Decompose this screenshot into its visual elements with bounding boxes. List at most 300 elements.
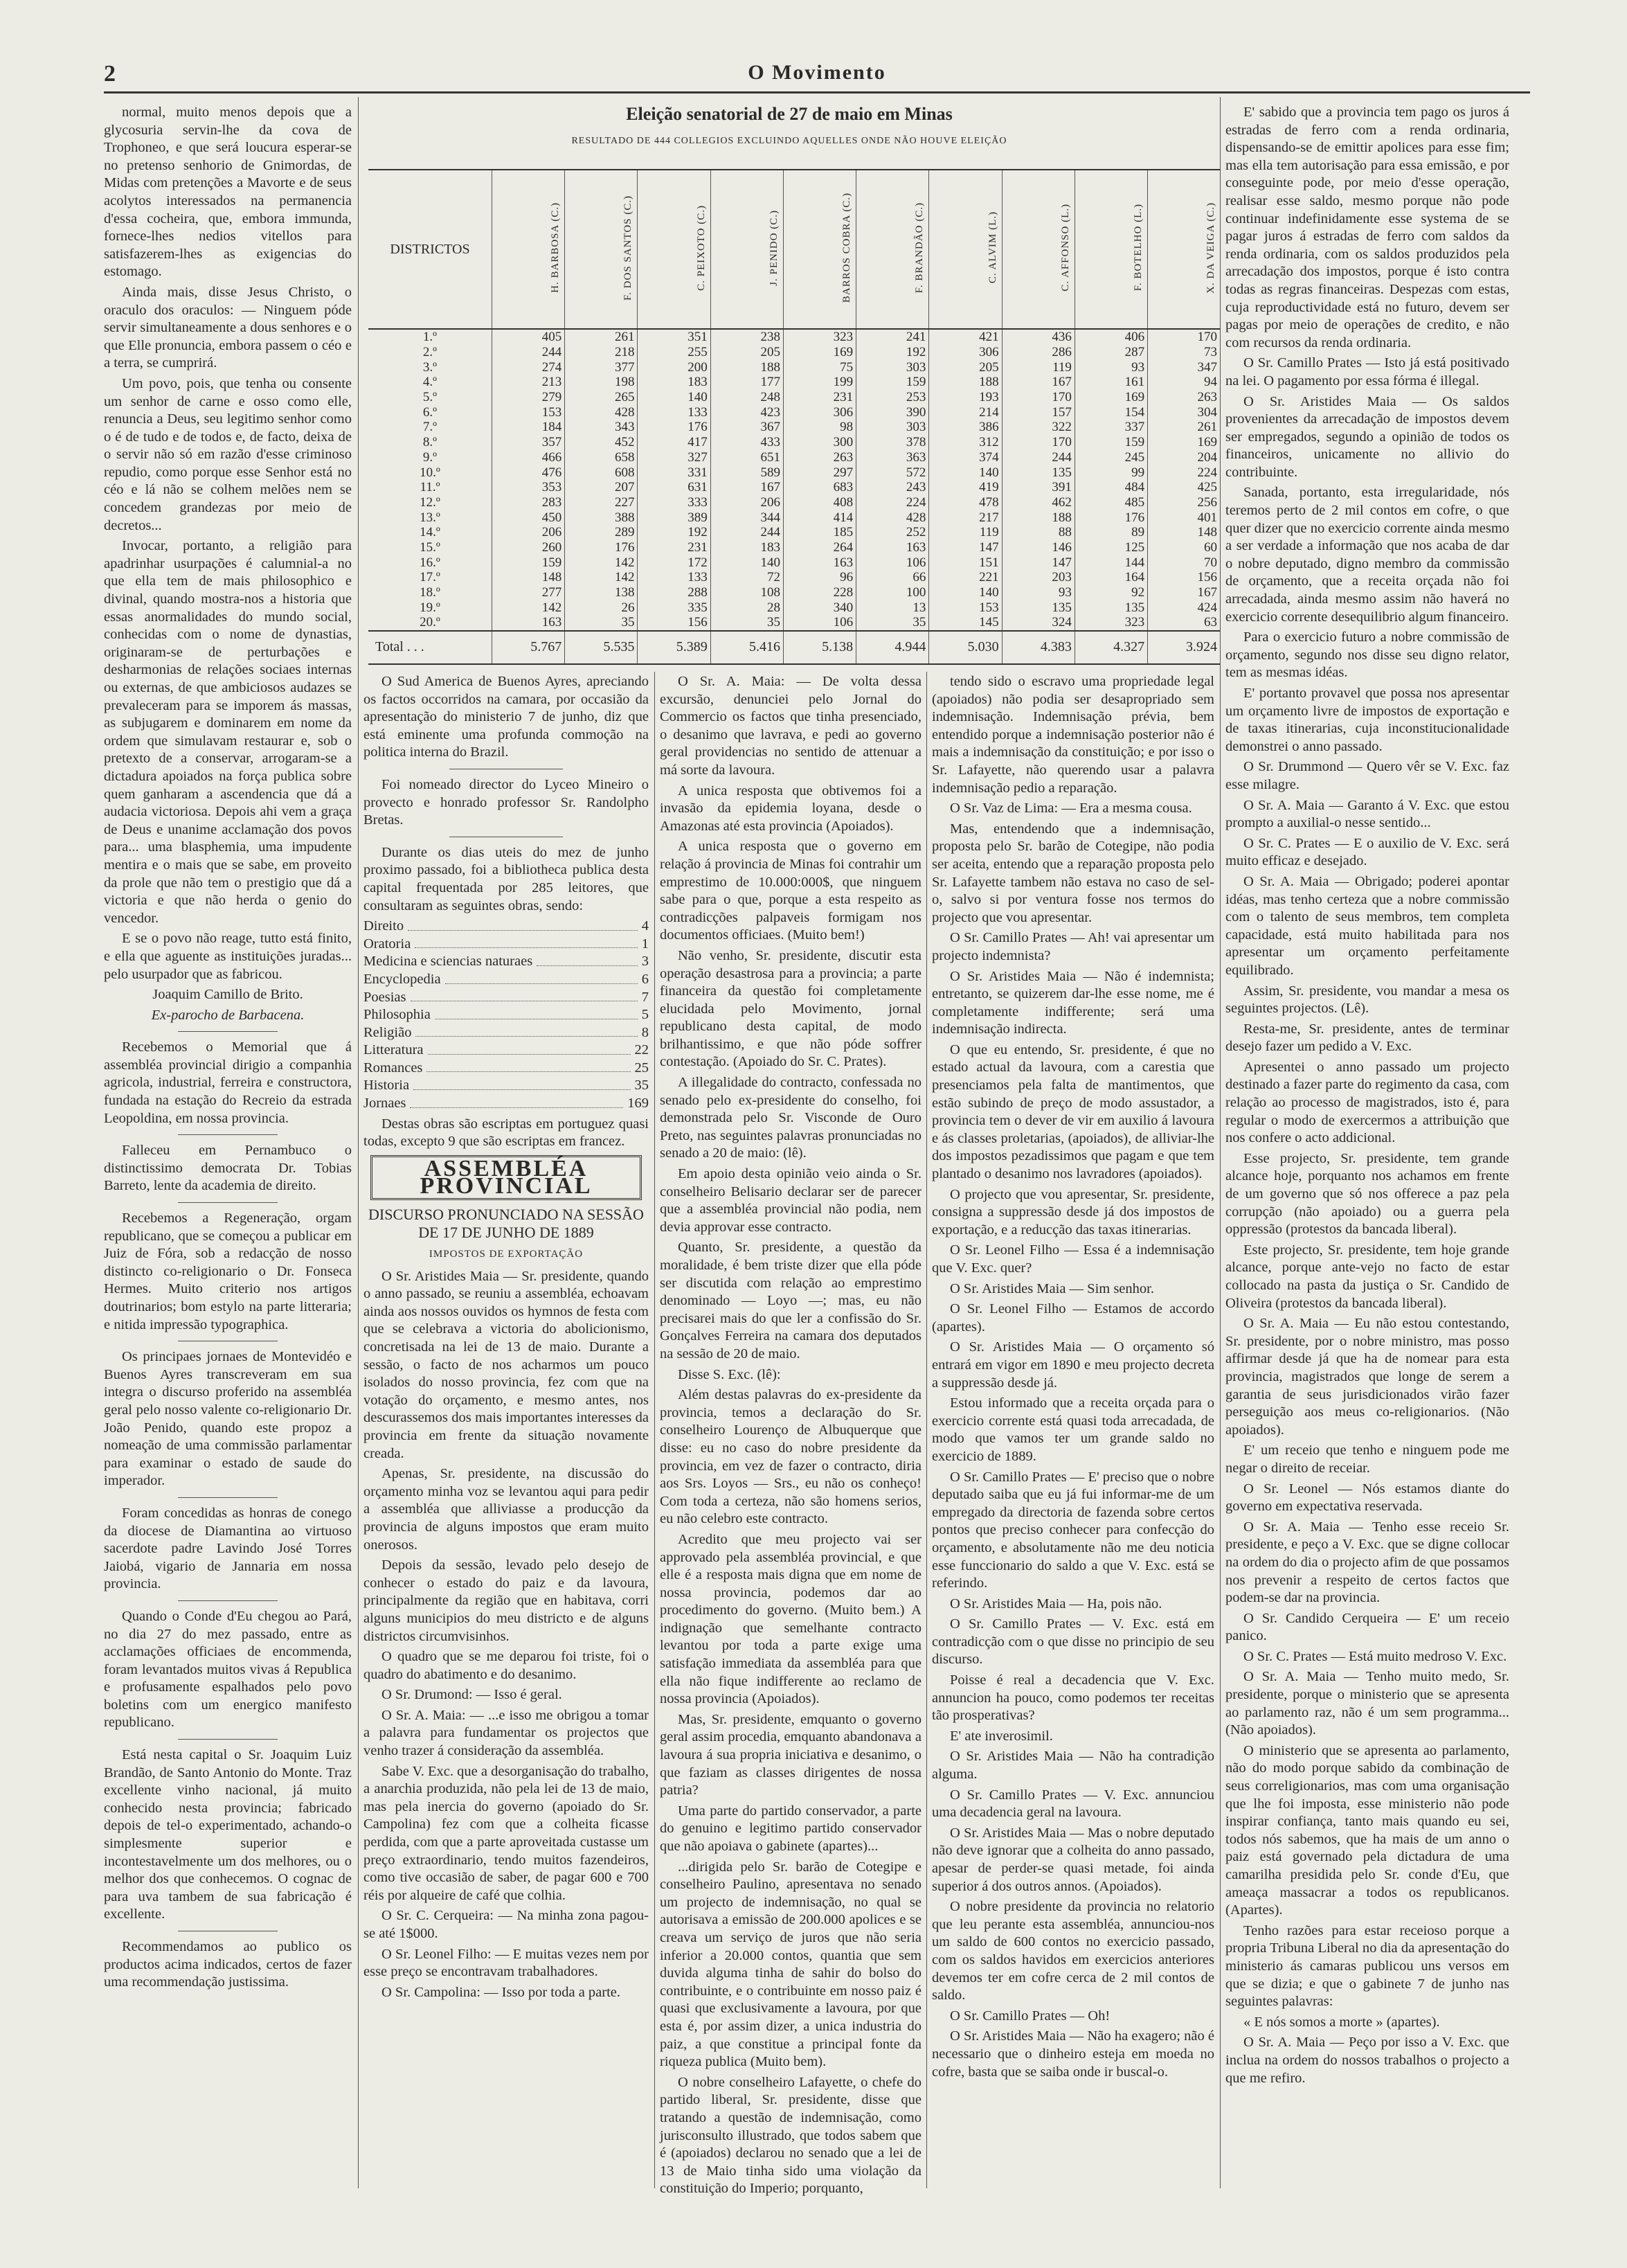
paragraph: Poisse é real a decadencia que V. Exc. annuncion ha pouco, como podemos ter receitas tão prosperativas? — [932, 1672, 1214, 1724]
vote-cell: 351 — [638, 329, 710, 345]
paragraph: O Sud America de Buenos Ayres, apreciando os factos occorridos na camara, por occasião da apresentação do ministerio 7 de junho, diz que está eminente uma profunda commoção na politica interna do Brazil. — [363, 674, 649, 760]
column-divider — [1220, 97, 1221, 2188]
vote-cell: 312 — [929, 435, 1002, 450]
vote-cell: 100 — [856, 585, 929, 600]
paragraph: E se o povo não reage, tutto está finito, e ella que aguente as instituições juradas... pelo usurpador que as fabricou. — [104, 931, 352, 982]
vote-cell: 244 — [710, 525, 783, 540]
vote-cell: 263 — [783, 450, 856, 465]
list-item — [363, 953, 649, 971]
vote-cell: 214 — [929, 404, 1002, 420]
election-table-subtitle: RESULTADO DE 444 COLLEGIOS EXCLUINDO AQUELLES ONDE NÃO HOUVE ELEIÇÃO — [571, 136, 1007, 146]
table-row — [368, 555, 1220, 570]
dot-leader — [415, 1024, 637, 1037]
vote-cell: 428 — [856, 510, 929, 525]
table-row — [368, 480, 1220, 495]
vote-cell: 244 — [1002, 450, 1075, 465]
district-cell: 14.º — [420, 525, 440, 540]
vote-cell: 391 — [1002, 480, 1075, 495]
paragraph: O Sr. Aristides Maia — Ha, pois não. — [950, 1596, 1162, 1611]
news-item: Os principaes jornaes de Montevidéo e Buenos Ayres transcreveram em sua integra o discurso proferido na assembléa geral pelo nosso valente co-religionario Dr. João Penido, quando este propoz a nomeação de uma commissão parlamentar para examinar o estado de saude do imperador. — [104, 1349, 352, 1489]
vote-cell: 221 — [929, 570, 1002, 585]
paragraph: O Sr. A. Maia — Garanto á V. Exc. que estou prompto a auxilial-o nesse sentido... — [1225, 797, 1509, 831]
vote-cell: 436 — [1002, 329, 1075, 345]
vote-cell: 261 — [565, 329, 638, 345]
vote-cell: 88 — [1002, 525, 1075, 540]
vote-cell: 169 — [1075, 390, 1147, 405]
news-item: Foram concedidas as honras de conego da diocese de Diamantina ao virtuoso sacerdote padre Lavindo José Torres Jaiobá, vigario de Jannaria em nossa provincia. — [104, 1505, 352, 1592]
district-cell: 12.º — [420, 494, 440, 510]
vote-cell: 322 — [1002, 420, 1075, 435]
vote-cell: 161 — [1075, 375, 1147, 390]
vote-cell: 306 — [783, 404, 856, 420]
vote-cell: 169 — [783, 345, 856, 360]
book-category: Encyclopedia — [363, 971, 441, 987]
vote-cell: 148 — [1148, 525, 1220, 540]
vote-cell: 192 — [856, 345, 929, 360]
vote-cell: 327 — [638, 450, 710, 465]
vote-cell: 287 — [1075, 345, 1147, 360]
column-3 — [660, 673, 922, 2197]
table-row — [368, 450, 1220, 465]
vote-cell: 390 — [856, 404, 929, 420]
paragraph: Estou informado que a receita orçada para o exercicio corrente está quasi toda arrecadada, de modo que vamos ter um grande saldo no exercicio de 1889. — [932, 1395, 1214, 1464]
speech-paragraph: O Sr. Drumond: — Isso é geral. — [381, 1687, 562, 1703]
candidate-name: C. PEIXOTO (C.) — [695, 204, 707, 291]
vote-cell: 297 — [783, 465, 856, 480]
paragraph: O nobre presidente da provincia no relatorio que leu perante esta assembléa, annunciou-nos um saldo de 600 contos no exercicio passado, com os saldos havidos em exercicios anteriores devemos ter em cofre cerca de 2 mil contos de saldo. — [932, 1899, 1214, 2003]
table-row — [368, 495, 1220, 510]
column-2 — [363, 673, 649, 2176]
vote-cell: 138 — [565, 585, 638, 600]
vote-cell: 340 — [783, 600, 856, 615]
vote-cell: 277 — [492, 585, 565, 600]
district-header: DISTRICTOS — [390, 241, 470, 257]
district-cell: 7.º — [422, 420, 438, 435]
paragraph: O que eu entendo, Sr. presidente, é que no estado actual da lavoura, com a carestia que presenciamos pela falta de mantimentos, que estão subindo de preço de modo assustador, a provincia tem o dever de vir em auxilio á lavoura e ás classes proletarias, (apoiados), de alliviar-lhe dos impostos pezadissimos que pagam e que tem plantado o desanimo nos lavradores (apoiados). — [932, 1042, 1214, 1182]
candidate-name: J. PENIDO (C.) — [768, 209, 780, 286]
list-item — [363, 1024, 649, 1042]
vote-cell: 157 — [1002, 404, 1075, 420]
vote-cell: 261 — [1148, 420, 1220, 435]
vote-cell: 96 — [783, 570, 856, 585]
book-count: 22 — [634, 1042, 649, 1058]
paragraph: Uma parte do partido conservador, a parte do genuino e legitimo partido conservador que não apoiava o gabinete (apartes)... — [660, 1803, 922, 1854]
total-cell: 4.383 — [1002, 631, 1075, 664]
vote-cell: 135 — [1002, 465, 1075, 480]
speech-paragraph: O Sr. Leonel Filho: — E muitas vezes nem por esse preço se encontravam trabalhadores. — [363, 1946, 649, 1980]
vote-cell: 133 — [638, 570, 710, 585]
vote-cell: 192 — [638, 525, 710, 540]
speech-paragraph: Sabe V. Exc. que a desorganisação do trabalho, a anarchia produzida, não pela lei de 13 de maio, mas pela inercia do governo (apoiado do Sr. Campolina) fez com que a colheita ficasse perdida, com que a parte aproveitada custasse um preço extraordinario, tendo muitos fazendeiros, como tive occasião de saber, de pagar 600 e 700 réis por alqueire de café que colhia. — [363, 1763, 649, 1903]
paragraph: O Sr. Leonel — Nós estamos diante do governo em expectativa reservada. — [1225, 1481, 1509, 1515]
book-count: 3 — [641, 954, 649, 970]
table-row — [368, 404, 1220, 420]
vote-cell: 204 — [1148, 450, 1220, 465]
book-category: Litteratura — [363, 1042, 424, 1058]
district-cell: 10.º — [420, 465, 440, 480]
book-count: 35 — [634, 1078, 649, 1093]
separator — [178, 1600, 277, 1601]
vote-cell: 106 — [783, 615, 856, 631]
paragraph: normal, muito menos depois que a glycosuria servin-lhe da cova de Trophoneo, e que será loucura esperar-se no pretenso senhorio de Gnimordas, de Midas com pretenções a Mavorte e de seus acolytos interessados na permanencia d'essa cocheira, que, embora immunda, fornece-lhes nedios vitellos para satisfazerem-lhes as exigencias do estomago. — [104, 105, 352, 280]
candidate-name: C. ALVIM (L.) — [987, 211, 998, 284]
vote-cell: 347 — [1148, 359, 1220, 375]
paragraph: Mas, entendendo que a indemnisação, proposta pelo Sr. barão de Cotegipe, não podia ser aceita, entendo que a reparação proposta pelo Sr. Lafayette tambem não estava no caso de sel-o, salvo si por ventura fosse nos termos do projecto que vou apresentar. — [932, 821, 1214, 925]
vote-cell: 423 — [710, 404, 783, 420]
district-cell: 4.º — [422, 375, 438, 390]
vote-cell: 142 — [565, 570, 638, 585]
paragraph: O Sr. Candido Cerqueira — E' um receio panico. — [1225, 1610, 1509, 1644]
dot-leader — [428, 1042, 631, 1055]
vote-cell: 133 — [638, 404, 710, 420]
list-item — [363, 1060, 649, 1078]
vote-cell: 66 — [856, 570, 929, 585]
paragraph: O Sr. Camillo Prates — Oh! — [950, 2008, 1111, 2024]
vote-cell: 421 — [929, 329, 1002, 345]
book-count: 25 — [634, 1060, 649, 1075]
masthead-rule — [104, 91, 1530, 93]
vote-cell: 300 — [783, 435, 856, 450]
candidate-header — [929, 170, 1002, 329]
vote-cell: 200 — [638, 359, 710, 375]
vote-cell: 147 — [929, 540, 1002, 555]
newspaper-name: O Movimento — [748, 61, 886, 84]
table-row — [368, 570, 1220, 585]
vote-cell: 419 — [929, 480, 1002, 495]
district-cell: 6.º — [422, 404, 438, 420]
table-row — [368, 600, 1220, 615]
vote-cell: 156 — [1148, 570, 1220, 585]
vote-cell: 93 — [1002, 585, 1075, 600]
speech-topic: IMPOSTOS DE EXPORTAÇÃO — [429, 1249, 584, 1260]
vote-cell: 323 — [783, 329, 856, 345]
list-item — [363, 1077, 649, 1095]
book-category: Medicina e sciencias naturaes — [363, 954, 533, 970]
vote-cell: 73 — [1148, 345, 1220, 360]
vote-cell: 98 — [783, 420, 856, 435]
vote-cell: 163 — [783, 555, 856, 570]
vote-cell: 188 — [710, 359, 783, 375]
paragraph: Mas, Sr. presidente, emquanto o governo geral assim procedia, emquanto abandonava a lavoura á sua propria iniciativa e desanimo, o que faziam as classes dirigentes de nossa patria? — [660, 1711, 922, 1798]
paragraph: Além destas palavras do ex-presidente da provincia, temos a declaração do Sr. conselheiro Lourenço de Albuquerque que disse: eu no caso do nobre presidente da provincia, em vez de fazer o contracto, diria aos Srs. Loyos — Srs., eu não os conheço! Com toda a certeza, não são homens serios, eu não celebro este contracto. — [660, 1387, 922, 1527]
paragraph: O Sr. Camillo Prates — E' preciso que o nobre deputado saiba que eu já fui informar-me de um empregado da directoria de fazenda sobre certos pontos que preciso conhecer para confecção do orçamento, e absolutamente não me deu noticia esse funccionario do saldo a que V. Exc. está se referindo. — [932, 1469, 1214, 1591]
paragraph: O Sr. Camillo Prates — V. Exc. está em contradicção com o que disse no principio de seu discurso. — [932, 1616, 1214, 1668]
vote-cell: 263 — [1148, 390, 1220, 405]
district-cell: 20.º — [420, 615, 440, 630]
book-count: 5 — [641, 1007, 649, 1023]
list-item — [363, 1042, 649, 1060]
dot-leader — [408, 918, 638, 931]
vote-cell: 304 — [1148, 404, 1220, 420]
vote-cell: 147 — [1002, 555, 1075, 570]
book-count: 1 — [641, 936, 649, 952]
vote-cell: 159 — [1075, 435, 1147, 450]
vote-cell: 406 — [1075, 329, 1147, 345]
vote-cell: 288 — [638, 585, 710, 600]
candidate-header — [856, 170, 929, 329]
vote-cell: 377 — [565, 359, 638, 375]
column-4 — [932, 673, 1214, 2176]
signature: Joaquim Camillo de Brito. — [152, 987, 303, 1003]
book-category: Historia — [363, 1078, 410, 1093]
book-category: Romances — [363, 1060, 423, 1075]
column-divider — [926, 672, 927, 2188]
paragraph: « E nós somos a morte » (apartes). — [1243, 2014, 1440, 2030]
vote-cell: 198 — [565, 375, 638, 390]
paragraph: Quanto, Sr. presidente, a questão da moralidade, é bem triste dizer que ella póde ser discutida com relação ao emprestimo denominado — Loyo —; mas, eu não precisarei mais do que ler a confissão do Sr. Gonçalves Ferreira na camara dos deputados na sessão de 20 de maio. — [660, 1240, 922, 1361]
library-book-list — [363, 918, 649, 1113]
vote-cell: 265 — [565, 390, 638, 405]
dot-leader — [445, 971, 638, 984]
vote-cell: 176 — [565, 540, 638, 555]
book-category: Jornaes — [363, 1096, 406, 1111]
vote-cell: 485 — [1075, 495, 1147, 510]
vote-cell: 75 — [783, 359, 856, 375]
election-results-table — [368, 169, 1220, 665]
paragraph: ...dirigida pelo Sr. barão de Cotegipe e conselheiro Paulino, apresentava no senado um projecto de indemnisação, no qual se autorisava a emissão de 200.000 apolices e se creava um serviço de juros que não seria inferior a 20.000 contos, quantia que sem duvida alguma tinha de sahir do bolso do contribuinte, e o contribuinte em nosso paiz é quasi que exclusivamente a lavoura, por que esta é, por assim dizer, a unica industria do paiz, a que constitue a principal fonte da riqueza publica (Muito bem). — [660, 1859, 922, 2070]
vote-cell: 167 — [1148, 585, 1220, 600]
paragraph: A illegalidade do contracto, confessada no senado pelo ex-presidente do conselho, foi demonstrada pelo Sr. Visconde de Ouro Preto, nas seguintes palavras pronunciadas no senado a 20 de maio: (lê). — [660, 1075, 922, 1161]
vote-cell: 92 — [1075, 585, 1147, 600]
news-item: Recommendamos ao publico os productos acima indicados, certos de fazer uma recommendação justissima. — [104, 1939, 352, 1990]
table-row — [368, 510, 1220, 525]
paragraph: Para o exercicio futuro a nobre commissão de orçamento, segundo nos disse seu digno relator, tem as mesmas idéas. — [1225, 629, 1509, 681]
candidate-header — [1075, 170, 1147, 329]
vote-cell: 303 — [856, 420, 929, 435]
paragraph: O Sr. Leonel Filho — Estamos de accordo (apartes). — [932, 1301, 1214, 1334]
paragraph: O Sr. Camillo Prates — Ah! vai apresentar um projecto indemnista? — [932, 930, 1214, 963]
vote-cell: 106 — [856, 555, 929, 570]
paragraph: E' sabido que a provincia tem pago os juros á estradas de ferro com a renda ordinaria, dispensando-se de emittir apolices para esse fim; mas ella tem autorisação para essa emissão, e por conseguinte pode, por meio d'esse operação, realisar esse saldo, mesmo porque não pode continuar indefinidamente esse systema de se pagar juros á estradas de ferro com saldos da renda ordinaria, com os saldos produzidos pela arrecadação dos impostos, porque é isto contra todas as regras financeiras. Despezas com estas, cuja reproductividade está no futuro, devem ser pagas por meio de operações de credito, e não com recursos da renda ordinaria. — [1225, 105, 1509, 350]
column-1 — [104, 104, 352, 2181]
paragraph: Este projecto, Sr. presidente, tem hoje grande alcance, porque ante-vejo no facto de estar collocado na pasta da justiça o Sr. Candido de Oliveira (protestos da bancada liberal). — [1225, 1242, 1509, 1311]
dot-leader — [435, 1006, 638, 1019]
vote-cell: 142 — [565, 555, 638, 570]
speech-paragraph: Depois da sessão, levado pelo desejo de conhecer o estado do paiz e da lavoura, principalmente da região que en habitava, corri alguns municipios do meu districto e de alguns districtos circumvisinhos. — [363, 1557, 649, 1644]
vote-cell: 156 — [638, 615, 710, 631]
table-row — [368, 525, 1220, 540]
district-cell: 18.º — [420, 585, 440, 600]
vote-cell: 367 — [710, 420, 783, 435]
list-item — [363, 1006, 649, 1024]
vote-cell: 452 — [565, 435, 638, 450]
paragraph: Disse S. Exc. (lê): — [678, 1366, 781, 1382]
vote-cell: 248 — [710, 390, 783, 405]
district-cell: 2.º — [422, 345, 438, 360]
vote-cell: 159 — [492, 555, 565, 570]
vote-cell: 433 — [710, 435, 783, 450]
vote-cell: 163 — [856, 540, 929, 555]
vote-cell: 135 — [1002, 600, 1075, 615]
vote-cell: 589 — [710, 465, 783, 480]
vote-cell: 145 — [929, 615, 1002, 631]
candidate-header — [1148, 170, 1220, 329]
total-cell: 5.535 — [565, 631, 638, 664]
vote-cell: 374 — [929, 450, 1002, 465]
vote-cell: 608 — [565, 465, 638, 480]
district-cell: 11.º — [420, 480, 440, 495]
news-item: Recebemos o Memorial que á assembléa provincial dirigio a companhia agricola, industrial, ferreira e constructora, fundada na estação do Recreio da estrada Leopoldina, em nossa provincia. — [104, 1039, 352, 1126]
vote-cell: 651 — [710, 450, 783, 465]
vote-cell: 206 — [492, 525, 565, 540]
paragraph: O Sr. Aristides Maia — Não ha exagero; não é necessario que o dinheiro esteja em moeda no cofre, basta que se saiba onde ir buscal-o. — [932, 2028, 1214, 2080]
election-table-title: Eleição senatorial de 27 de maio em Minas — [626, 104, 953, 124]
vote-cell: 357 — [492, 435, 565, 450]
vote-cell: 164 — [1075, 570, 1147, 585]
vote-cell: 224 — [856, 495, 929, 510]
candidate-header — [492, 170, 565, 329]
vote-cell: 63 — [1148, 615, 1220, 631]
dot-leader — [426, 1060, 630, 1073]
speech-paragraph: O Sr. C. Cerqueira: — Na minha zona pagou-se até 1$000. — [363, 1908, 649, 1941]
table-row — [368, 465, 1220, 480]
vote-cell: 119 — [1002, 359, 1075, 375]
vote-cell: 289 — [565, 525, 638, 540]
table-row — [368, 345, 1220, 360]
vote-cell: 658 — [565, 450, 638, 465]
vote-cell: 153 — [492, 404, 565, 420]
paragraph: O ministerio que se apresenta ao parlamento, não do modo porque sabido da combinação de seus correligionarios, mas com uma organisação que lhe foi imposta, esse ministerio não pode inspirar confiança, tanto mais quando eu sei, todos nós sabemos, que ha mais de um anno o paiz está governado pela dictadura de uma camarilha presidida pelo Sr. conde d'Eu, que ameaça massacrar a todos os republicanos. (Apartes). — [1225, 1742, 1509, 1918]
book-category: Religião — [363, 1024, 412, 1040]
book-count: 8 — [641, 1024, 649, 1040]
candidate-header — [565, 170, 638, 329]
vote-cell: 244 — [492, 345, 565, 360]
paragraph: A unica resposta que o governo em relação á provincia de Minas foi contrahir um emprestimo de 10.000:000$, que ninguem sabe para o que, porque a esta respeito as contradicções palpaveis formigam nos documentos officiaes. (Muito bem!) — [660, 839, 922, 943]
separator — [178, 1031, 277, 1032]
vote-cell: 478 — [929, 495, 1002, 510]
paragraph: A unica resposta que obtivemos foi a invasão da epidemia loyana, desde o Amazonas até esta provincia (Apoiados). — [660, 783, 922, 834]
speech-paragraph: O Sr. Campolina: — Isso por toda a parte. — [381, 1984, 621, 2000]
paragraph: Não venho, Sr. presidente, discutir esta operação desastrosa para a provincia; a parte financeira da questão foi completamente elucidada pelo Movimento, jornal republicano desta capital, de modo brilhantissimo, e que não póde soffrer contestação. (Apoiado do Sr. C. Prates). — [660, 947, 922, 1070]
table-row — [368, 420, 1220, 435]
paragraph: Em apoio desta opinião veio ainda o Sr. conselheiro Belisario declarar ser de parecer que a assembléa provincial não podia, nem devia approvar esse contracto. — [660, 1166, 922, 1235]
speech-title: DISCURSO PRONUNCIADO NA SESSÃO DE 17 DE JUNHO DE 1889 — [368, 1206, 644, 1242]
vote-cell: 260 — [492, 540, 565, 555]
separator — [178, 1202, 277, 1203]
list-item — [363, 1095, 649, 1113]
district-cell: 8.º — [422, 435, 438, 450]
candidate-name: H. BARBOSA (C.) — [550, 202, 561, 293]
paragraph: Resta-me, Sr. presidente, antes de terminar desejo fazer um pedido a V. Exc. — [1225, 1021, 1509, 1055]
vote-cell: 253 — [856, 390, 929, 405]
paragraph: O Sr. A. Maia: — De volta dessa excursão, denunciei pelo Jornal do Commercio os factos que tinha presenciado, o desanimo que lavrava, e pedi ao governo geral providencias no sentido de attenuar a má sorte da lavoura. — [660, 674, 922, 778]
vote-cell: 462 — [1002, 495, 1075, 510]
vote-cell: 414 — [783, 510, 856, 525]
vote-cell: 125 — [1075, 540, 1147, 555]
paragraph: O Sr. Aristides Maia — Mas o nobre deputado não deve ignorar que a colheita do anno passado, apesar de perder-se quasi metade, foi ainda superior á dos outros annos. (Apoiados). — [932, 1825, 1214, 1894]
candidate-name: X. DA VEIGA (C.) — [1205, 202, 1216, 294]
vote-cell: 450 — [492, 510, 565, 525]
column-5 — [1225, 104, 1509, 2181]
list-item — [363, 936, 649, 954]
total-cell: 5.416 — [710, 631, 783, 664]
vote-cell: 424 — [1148, 600, 1220, 615]
paragraph: O Sr. Camillo Prates — V. Exc. annunciou uma decadencia geral na lavoura. — [932, 1787, 1214, 1821]
total-cell: 5.389 — [638, 631, 710, 664]
vote-cell: 170 — [1148, 329, 1220, 345]
speech-paragraph: O Sr. A. Maia: — ...e isso me obrigou a tomar a palavra para fundamentar os projectos que venho trazer á consideração da assembléa. — [363, 1707, 649, 1759]
vote-cell: 264 — [783, 540, 856, 555]
vote-cell: 303 — [856, 359, 929, 375]
vote-cell: 13 — [856, 600, 929, 615]
vote-cell: 167 — [710, 480, 783, 495]
vote-cell: 231 — [638, 540, 710, 555]
table-row — [368, 359, 1220, 375]
candidate-name: BARROS COBRA (C.) — [841, 192, 853, 303]
vote-cell: 140 — [638, 390, 710, 405]
paragraph: O Sr. Camillo Prates — Isto já está positivado na lei. O pagamento por essa fórma é illegal. — [1225, 355, 1509, 389]
candidate-header — [783, 170, 856, 329]
dot-leader — [411, 989, 638, 1002]
vote-cell: 306 — [929, 345, 1002, 360]
vote-cell: 238 — [710, 329, 783, 345]
paragraph: O Sr. Aristides Maia — Não ha contradição alguma. — [932, 1749, 1214, 1783]
speech-paragraph: O quadro que se me deparou foi triste, foi o quadro do abatimento e do desanimo. — [363, 1649, 649, 1682]
paragraph: O Sr. Vaz de Lima: — Era a mesma cousa. — [950, 801, 1192, 816]
district-cell: 19.º — [420, 600, 440, 615]
vote-cell: 205 — [710, 345, 783, 360]
book-category: Direito — [363, 918, 404, 934]
paragraph: Esse projecto, Sr. presidente, tem grande alcance hoje, porquanto nos achamos em frente de um governo que só nos offerece a paz pela corrupção (não apoiado) ou a guerra pela oppressão (protestos da bancada liberal). — [1225, 1150, 1509, 1238]
speech-paragraph: O Sr. Aristides Maia — Sr. presidente, quando o anno passado, se reuniu a assembléa, echoavam ainda aos nossos ouvidos os hymnos de festa com que se celebrava a victoria do abolicionismo, concretisada na lei de 13 de maio. Durante a sessão, o facto de nos acharmos um pouco isolados do nosso provincia, fez com que na votação do orçamento, e mesmo antes, nos descurassemos dos mais importantes interesses da provincia em frente da situação novamente creada. — [363, 1268, 649, 1461]
vote-cell: 274 — [492, 359, 565, 375]
paragraph: O projecto que vou apresentar, Sr. presidente, consigna a suppressão desde já dos impostos de exportação, e a reducção das taxas itinerarias. — [932, 1186, 1214, 1238]
vote-cell: 203 — [1002, 570, 1075, 585]
vote-cell: 331 — [638, 465, 710, 480]
total-cell: 5.767 — [492, 631, 565, 664]
vote-cell: 213 — [492, 375, 565, 390]
total-cell: 3.924 — [1148, 631, 1220, 664]
vote-cell: 363 — [856, 450, 929, 465]
paragraph: O Sr. A. Maia — Eu não estou contestando, Sr. presidente, por o nobre ministro, mas posso affirmar desde já que ha de nomear para esta provincia, magistrados que longe de serem a garantia de seus jurisdicionados virão fazer perseguição aos meus co-religionarios. (Não apoiados). — [1225, 1316, 1509, 1438]
vote-cell: 119 — [929, 525, 1002, 540]
vote-cell: 255 — [638, 345, 710, 360]
paragraph: O Sr. A. Maia — Peço por isso a V. Exc. que inclua na ordem do nossos trabalhos o projecto a que me refiro. — [1225, 2035, 1509, 2086]
table-row — [368, 540, 1220, 555]
vote-cell: 167 — [1002, 375, 1075, 390]
paragraph: Destas obras são escriptas em portuguez quasi todas, excepto 9 que são escriptas em francez. — [363, 1116, 649, 1150]
paragraph: O Sr. Aristides Maia — Não é indemnista; entretanto, se quizerem dar-lhe esse nome, me é completamente indifferente; será uma indemnisação indirecta. — [932, 968, 1214, 1037]
paragraph: O Sr. Aristides Maia — O orçamento só entrará em vigor em 1890 e meu projecto decreta a suppressão desde já. — [932, 1339, 1214, 1391]
vote-cell: 35 — [856, 615, 929, 631]
vote-cell: 207 — [565, 480, 638, 495]
vote-cell: 26 — [565, 600, 638, 615]
paragraph: O Sr. C. Prates — E o auxilio de V. Exc. será muito efficaz e desejado. — [1225, 835, 1509, 869]
vote-cell: 193 — [929, 390, 1002, 405]
vote-cell: 252 — [856, 525, 929, 540]
separator — [178, 1497, 277, 1498]
vote-cell: 151 — [929, 555, 1002, 570]
vote-cell: 28 — [710, 600, 783, 615]
vote-cell: 224 — [1148, 465, 1220, 480]
vote-cell: 466 — [492, 450, 565, 465]
vote-cell: 353 — [492, 480, 565, 495]
vote-cell: 188 — [929, 375, 1002, 390]
vote-cell: 142 — [492, 600, 565, 615]
paragraph: O Sr. C. Prates — Está muito medroso V. Exc. — [1243, 1648, 1507, 1664]
total-cell: 4.327 — [1075, 631, 1147, 664]
vote-cell: 183 — [710, 540, 783, 555]
vote-cell: 217 — [929, 510, 1002, 525]
vote-cell: 170 — [1002, 390, 1075, 405]
vote-cell: 148 — [492, 570, 565, 585]
book-category: Poesias — [363, 989, 406, 1005]
paragraph: tendo sido o escravo uma propriedade legal (apoiados) não podia ser desapropriado sem indemnisação. Indemnisação prévia, bem entendido porque a indemnisação posterior não é mais a indemnisação da constituição; e por isso o Sr. Lafayette, não querendo usar a palavra indemnisação pedio a reparação. — [932, 674, 1214, 796]
masthead — [104, 61, 1530, 89]
paragraph: Assim, Sr. presidente, vou mandar a mesa os seguintes projectos. (Lê). — [1225, 983, 1509, 1017]
vote-cell: 70 — [1148, 555, 1220, 570]
vote-cell: 333 — [638, 495, 710, 510]
